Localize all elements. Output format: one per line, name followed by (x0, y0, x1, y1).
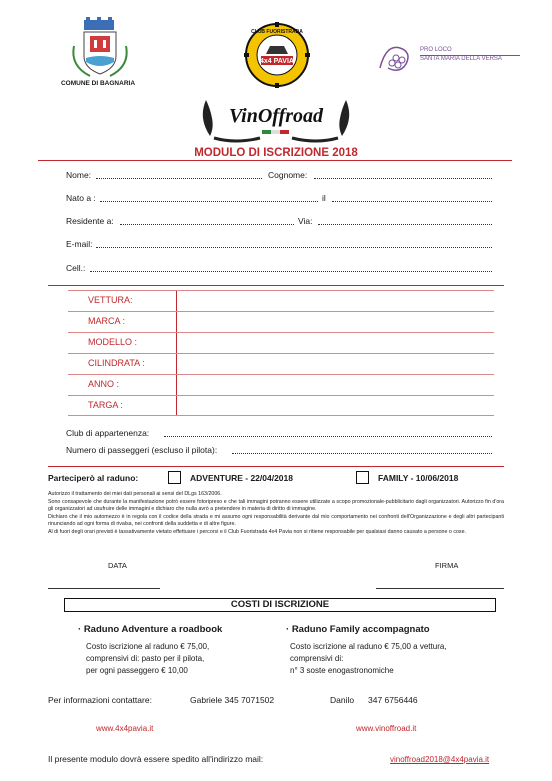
comune-label: COMUNE DI BAGNARIA (60, 80, 136, 87)
contact-danilo-name: Danilo (330, 695, 355, 705)
adventure-cost-title-text: Raduno Adventure a roadbook (83, 624, 223, 635)
residente-label: Residente a: (66, 216, 114, 226)
nato-a-label: Nato a : (66, 193, 96, 203)
privacy-line-2: Sono consapevole che durante la manifestazione potrò essere fotoripreso e che tali immagini potranno essere utilizzate a scopo promozionale-pubblicitario dagli organizzatori. Autorizzo fin d'ora gli organizzatori ad usufruire delle immagini e dichiaro che nulla avrò a pretendere in materia di diritto di immagine. (48, 498, 504, 512)
vehicle-row-cilindrata[interactable] (68, 353, 494, 374)
adventure-cost-line-1: Costo iscrizione al raduno € 75,00, (86, 642, 210, 651)
privacy-line-4: Al di fuori degli orari previsti è tassativamente vietato effettuare i percorsi e il Club Fuoristrada 4x4 Pavia non si ritiene responsabile per qualsiasi danno causato a persone o cose. (48, 528, 466, 535)
targa-label: TARGA : (88, 400, 123, 410)
passeggeri-label: Numero di passeggeri (escluso il pilota): (66, 445, 218, 455)
cell-label: Cell.: (66, 263, 86, 273)
nome-label: Nome: (66, 170, 92, 180)
adventure-label: ADVENTURE - 22/04/2018 (190, 473, 293, 483)
nome-field[interactable] (96, 178, 262, 179)
club-logo-name: 4x4 PAVIA (260, 58, 294, 65)
contact-danilo-phone: 347 6756446 (368, 695, 418, 705)
vehicle-row-targa[interactable] (68, 395, 494, 416)
contacts-label: Per informazioni contattare: (48, 695, 152, 705)
club-field[interactable] (164, 436, 492, 437)
proloco-divider (420, 55, 520, 56)
footer-text: Il presente modulo dovrà essere spedito all'indirizzo mail: (48, 754, 264, 764)
email-field[interactable] (96, 247, 492, 248)
il-label: il (322, 193, 326, 203)
vinoffroad-logo (196, 92, 356, 144)
family-cost-line-1: Costo iscrizione al raduno € 75,00 a vettura, (290, 642, 447, 651)
vehicle-row-vettura[interactable] (68, 290, 494, 311)
proloco-line1: PRO LOCO (420, 47, 452, 53)
data-label: DATA (108, 561, 127, 570)
email-label: E-mail: (66, 239, 93, 249)
vinoffroad-wordmark: VinOffroad (228, 105, 324, 127)
family-cost-title-text: Raduno Family accompagnato (291, 624, 430, 635)
proloco-line2: SANTA MARIA DELLA VERSA (420, 56, 502, 62)
vettura-label: VETTURA: (88, 295, 133, 305)
vehicle-row-marca[interactable] (68, 311, 494, 332)
firma-label: FIRMA (435, 561, 459, 570)
section-rule (48, 285, 504, 286)
anno-label: ANNO : (88, 379, 120, 389)
title-rule (38, 160, 512, 161)
partecipero-label: Parteciperò al raduno: (48, 473, 139, 483)
cognome-label: Cognome: (268, 170, 308, 180)
vehicle-row-anno[interactable] (68, 374, 494, 395)
adventure-cost-line-3: per ogni passeggero € 10,00 (86, 666, 188, 675)
contact-gabriele: Gabriele 345 7071502 (190, 695, 275, 705)
adventure-cost-text (86, 641, 209, 677)
footer-email-link[interactable]: vinoffroad2018@4x4pavia.it (390, 755, 490, 764)
club-label: Club di appartenenza: (66, 428, 150, 438)
club-logo-ring: CLUB FUORISTRADA (251, 29, 303, 35)
cell-field[interactable] (90, 271, 492, 272)
adventure-checkbox[interactable] (168, 471, 181, 484)
data-signature-line[interactable] (48, 588, 160, 589)
passeggeri-field[interactable] (232, 453, 492, 454)
firma-signature-line[interactable] (376, 588, 504, 589)
section-rule-2 (48, 466, 504, 467)
family-cost-title: · Raduno Family accompagnato (286, 624, 430, 635)
form-title: MODULO DI ISCRIZIONE 2018 (194, 147, 358, 159)
family-checkbox[interactable] (356, 471, 369, 484)
privacy-line-3: Dichiaro che il mio automezzo è in regola con il codice della strada e mi assumo ogni responsabilità derivante dal mio comportamento nei confronti dell'Organizzazione e degli altri partecipanti rinunciando ad ogni forma di rivalsa, nei confronti della suddetta e di altre figure. (48, 513, 504, 527)
family-cost-text (290, 641, 447, 677)
adventure-cost-title: · Raduno Adventure a roadbook (78, 624, 223, 635)
modello-label: MODELLO : (88, 337, 138, 347)
via-field[interactable] (318, 224, 492, 225)
site-4x4pavia-link[interactable]: www.4x4pavia.it (96, 724, 154, 733)
cilindrata-label: CILINDRATA : (88, 358, 145, 368)
cognome-field[interactable] (314, 178, 492, 179)
vehicle-row-modello[interactable] (68, 332, 494, 353)
family-cost-line-3: n° 3 soste enogastronomiche (290, 666, 394, 675)
via-label: Via: (298, 216, 313, 226)
proloco-grapes-logo (376, 38, 416, 78)
family-cost-line-2: comprensivi di: (290, 654, 344, 663)
vehicle-table (68, 290, 494, 416)
data-nascita-field[interactable] (332, 201, 492, 202)
family-label: FAMILY - 10/06/2018 (378, 473, 459, 483)
marca-label: MARCA : (88, 316, 126, 326)
costi-title: COSTI DI ISCRIZIONE (230, 599, 330, 610)
privacy-line-1: Autorizzo il trattamento dei miei dati personali ai sensi del DLgs 163/2006. (48, 491, 222, 497)
residente-field[interactable] (120, 224, 294, 225)
site-vinoffroad-link[interactable]: www.vinoffroad.it (356, 724, 417, 733)
privacy-text (48, 491, 504, 536)
nato-a-field[interactable] (100, 201, 318, 202)
club-fuoristrada-logo (244, 22, 310, 88)
adventure-cost-line-2: comprensivi di: pasto per il pilota, (86, 654, 205, 663)
